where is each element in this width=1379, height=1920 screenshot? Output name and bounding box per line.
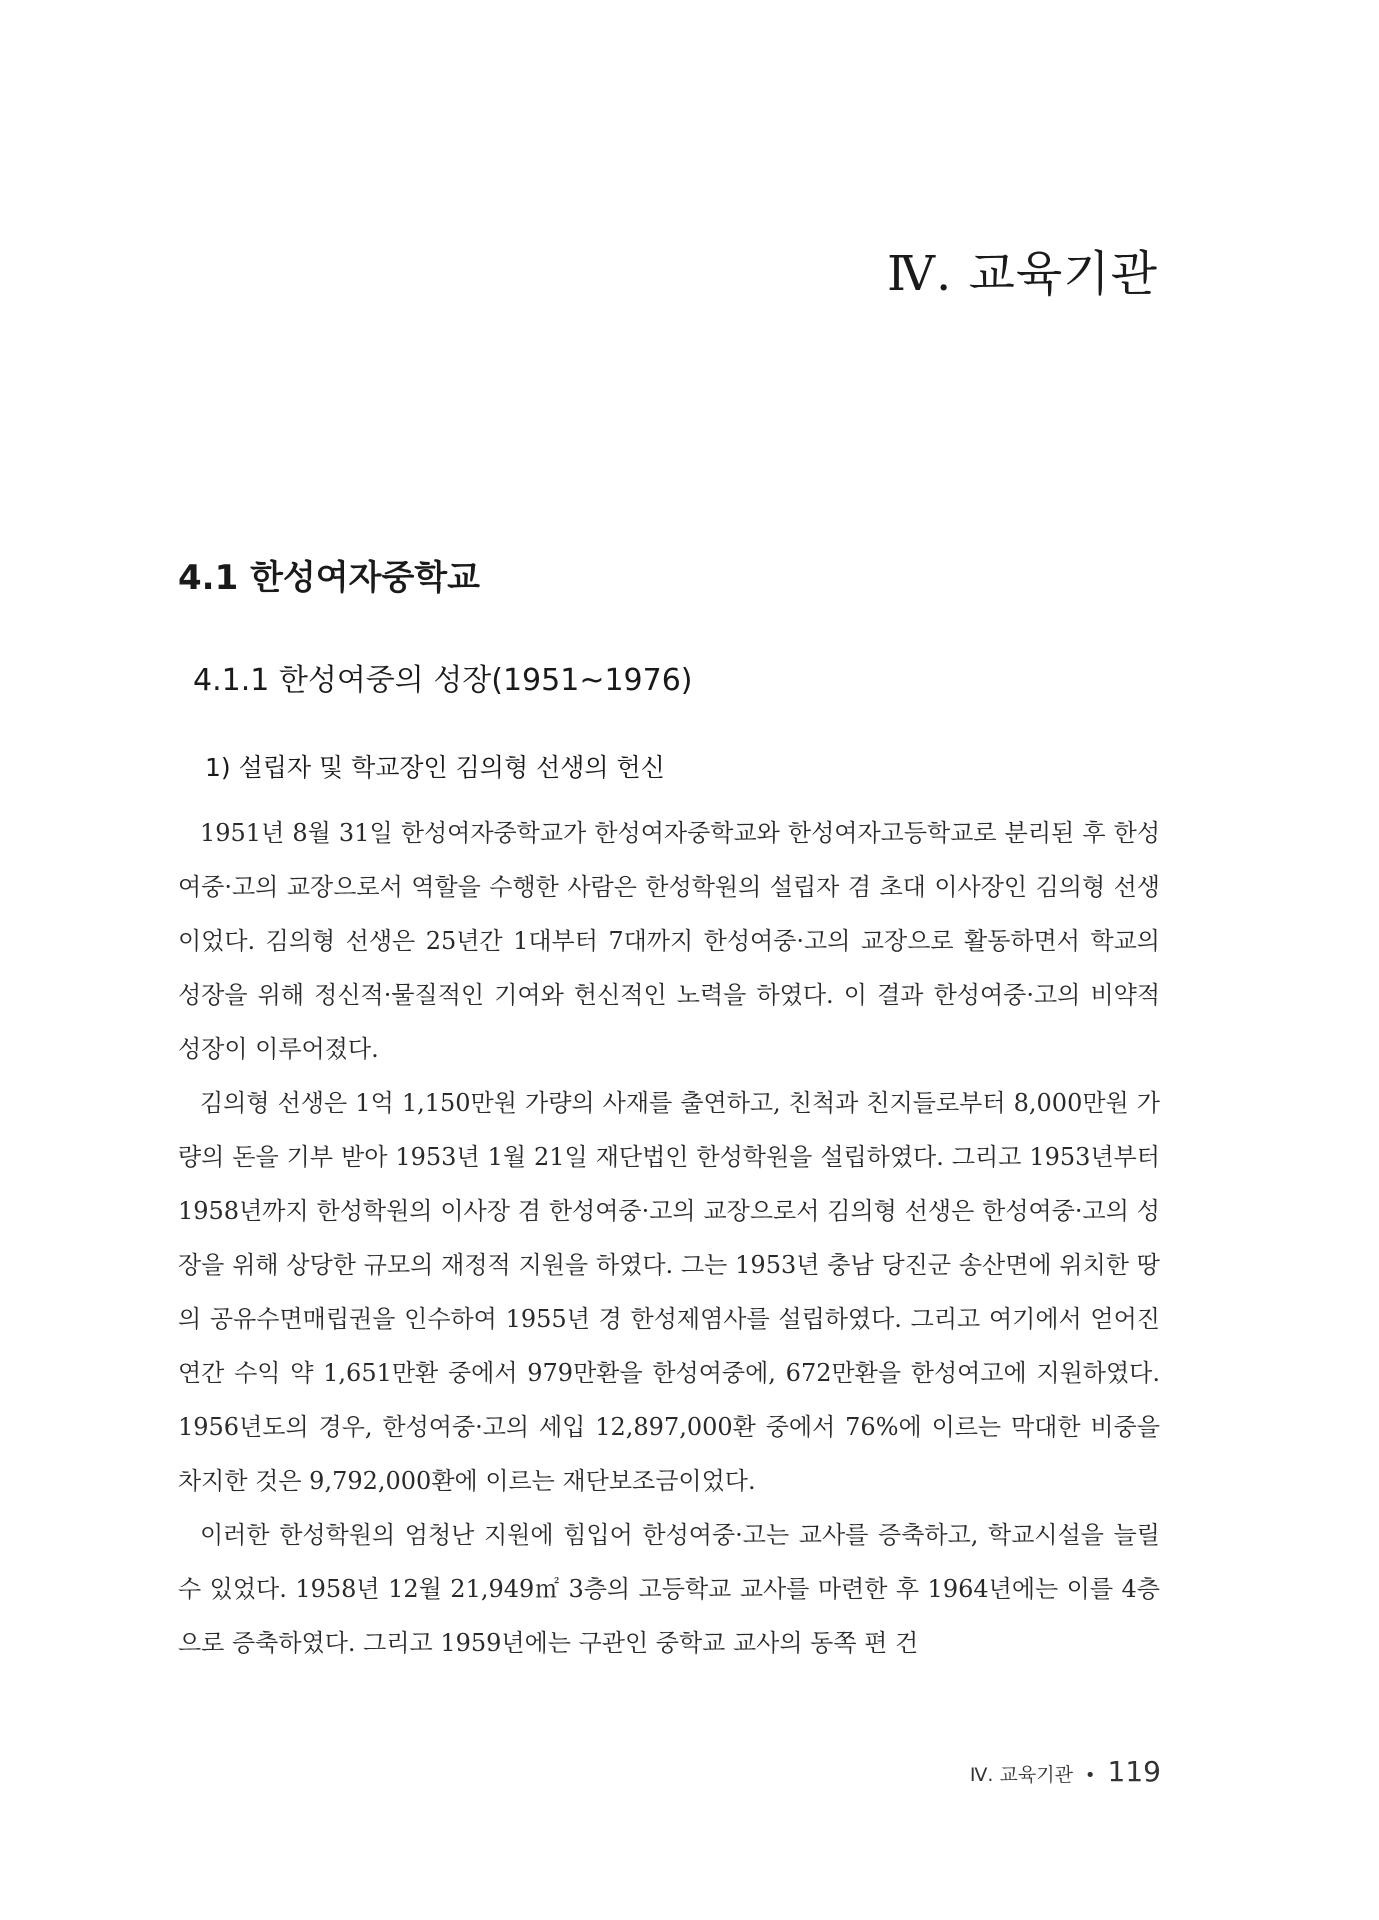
topic-title: 1) 설립자 및 학교장인 김의형 선생의 헌신: [205, 753, 665, 782]
page-number: 119: [1107, 1755, 1161, 1788]
footer-bullet-icon: •: [1084, 1765, 1096, 1786]
paragraph-3: 이러한 한성학원의 엄청난 지원에 힘입어 한성여중·고는 교사를 증축하고, 학교시설을 늘릴 수 있었다. 1958년 12월 21,949㎡ 3층의 고등학교 교사를 마련한 후 1964년에는 이를 4층으로 증축하였다. 그리고 1959년에는 구관인 중학교 교사의 동쪽 편 건: [178, 1521, 1160, 1657]
paragraph-1: 1951년 8월 31일 한성여자중학교가 한성여자중학교와 한성여자고등학교로 분리된 후 한성여중·고의 교장으로서 역할을 수행한 사람은 한성학원의 설립자 겸 초대 이사장인 김의형 선생이었다. 김의형 선생은 25년간 1대부터 7대까지 한성여중·고의 교장으로 활동하면서 학교의 성장을 위해 정신적·물질적인 기여와 헌신적인 노력을 하였다. 이 결과 한성여중·고의 비약적 성장이 이루어졌다.: [178, 819, 1160, 1063]
page-footer: [970, 1755, 1161, 1788]
chapter-title: Ⅳ. 교육기관: [887, 246, 1158, 302]
body-text: [178, 806, 1160, 1670]
footer-running-title: Ⅳ. 교육기관: [969, 1764, 1073, 1786]
paragraph-2: 김의형 선생은 1억 1,150만원 가량의 사재를 출연하고, 친척과 친지들로부터 8,000만원 가량의 돈을 기부 받아 1953년 1월 21일 재단법인 한성학원을 설립하였다. 그리고 1953년부터 1958년까지 한성학원의 이사장 겸 한성여중·고의 교장으로서 김의형 선생은 한성여중·고의 성장을 위해 상당한 규모의 재정적 지원을 하였다. 그는 1953년 충남 당진군 송산면에 위치한 땅의 공유수면매립권을 인수하여 1955년 경 한성제염사를 설립하였다. 그리고 여기에서 얻어진 연간 수익 약 1,651만환 중에서 979만환을 한성여중에, 672만환을 한성여고에 지원하였다. 1956년도의 경우, 한성여중·고의 세입 12,897,000환 중에서 76%에 이르는 막대한 비중을 차지한 것은 9,792,000환에 이르는 재단보조금이었다.: [178, 1089, 1160, 1495]
section-title: 4.1 한성여자중학교: [178, 558, 480, 598]
subsection-title: 4.1.1 한성여중의 성장(1951~1976): [193, 663, 693, 698]
